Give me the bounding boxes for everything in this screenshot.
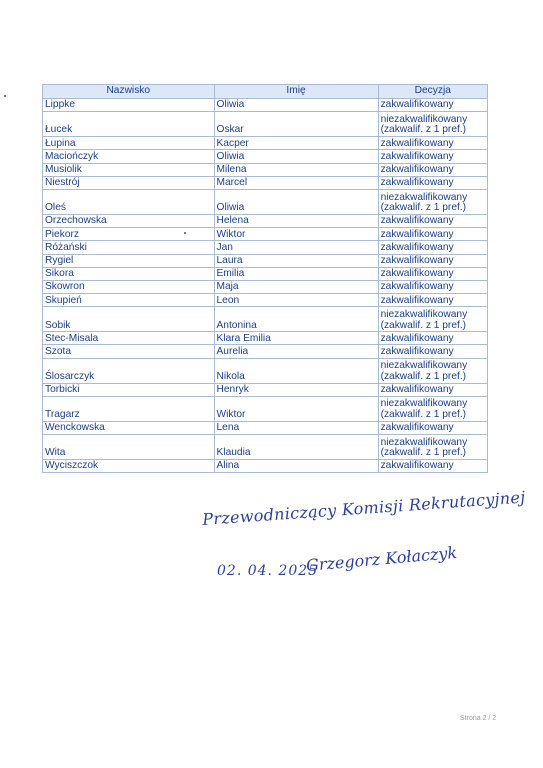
table-row (43, 332, 488, 345)
table-row (43, 358, 488, 383)
surname-cell: Torbicki (43, 383, 215, 396)
name-cell: Milena (214, 163, 378, 176)
decision-cell: zakwalifikowany (378, 137, 487, 150)
scan-speck (184, 232, 186, 234)
decision-cell: zakwalifikowany (378, 214, 487, 227)
table-row (43, 254, 488, 267)
surname-cell: Wita (43, 435, 215, 460)
name-cell: Wiktor (214, 396, 378, 421)
decision-cell: niezakwalifikowany (zakwalif. z 1 pref.) (378, 112, 487, 137)
header-decision: Decyzja (378, 85, 487, 99)
surname-cell: Łupina (43, 137, 215, 150)
table-body (43, 99, 488, 473)
table-row (43, 112, 488, 137)
decision-cell: zakwalifikowany (378, 228, 487, 241)
decision-cell: zakwalifikowany (378, 460, 487, 473)
name-cell: Oliwia (214, 189, 378, 214)
decision-cell: zakwalifikowany (378, 254, 487, 267)
surname-cell: Niestrój (43, 176, 215, 189)
table-row (43, 176, 488, 189)
signature-name: Grzegorz Kołaczyk (305, 542, 458, 575)
surname-cell: Ślosarczyk (43, 358, 215, 383)
table-row (43, 267, 488, 280)
name-cell: Oskar (214, 112, 378, 137)
surname-cell: Skowron (43, 280, 215, 293)
name-cell: Antonina (214, 307, 378, 332)
table-row (43, 228, 488, 241)
table-row (43, 460, 488, 473)
name-cell: Leon (214, 294, 378, 307)
name-cell: Emilia (214, 267, 378, 280)
name-cell: Henryk (214, 383, 378, 396)
name-cell: Aurelia (214, 345, 378, 358)
table-row (43, 307, 488, 332)
name-cell: Wiktor (214, 228, 378, 241)
signature-title: Przewodniczący Komisji Rekrutacyjnej (201, 487, 526, 529)
table-row (43, 280, 488, 293)
decision-cell: niezakwalifikowany (zakwalif. z 1 pref.) (378, 307, 487, 332)
name-cell: Kacper (214, 137, 378, 150)
table-row (43, 189, 488, 214)
table-row (43, 241, 488, 254)
decision-cell: niezakwalifikowany (zakwalif. z 1 pref.) (378, 358, 487, 383)
table-header-row (43, 85, 488, 99)
decision-cell: zakwalifikowany (378, 280, 487, 293)
table-row (43, 150, 488, 163)
decision-cell: zakwalifikowany (378, 267, 487, 280)
scan-speck (4, 95, 6, 97)
name-cell: Oliwia (214, 150, 378, 163)
surname-cell: Orzechowska (43, 214, 215, 227)
name-cell: Klara Emilia (214, 332, 378, 345)
table-row (43, 345, 488, 358)
surname-cell: Oleś (43, 189, 215, 214)
table-row (43, 383, 488, 396)
surname-cell: Różański (43, 241, 215, 254)
decision-cell: zakwalifikowany (378, 345, 487, 358)
name-cell: Jan (214, 241, 378, 254)
decision-cell: zakwalifikowany (378, 332, 487, 345)
name-cell: Klaudia (214, 435, 378, 460)
name-cell: Marcel (214, 176, 378, 189)
name-cell: Alina (214, 460, 378, 473)
surname-cell: Tragarz (43, 396, 215, 421)
signature-date: 02. 04. 2025 (217, 563, 319, 579)
name-cell: Oliwia (214, 99, 378, 112)
header-surname: Nazwisko (43, 85, 215, 99)
name-cell: Lena (214, 421, 378, 434)
surname-cell: Szota (43, 345, 215, 358)
surname-cell: Wyciszczok (43, 460, 215, 473)
surname-cell: Wenckowska (43, 421, 215, 434)
header-name: Imię (214, 85, 378, 99)
table-row (43, 214, 488, 227)
name-cell: Helena (214, 214, 378, 227)
decision-cell: zakwalifikowany (378, 383, 487, 396)
decision-cell: zakwalifikowany (378, 150, 487, 163)
results-table (42, 84, 488, 473)
table-row (43, 294, 488, 307)
table-row (43, 421, 488, 434)
surname-cell: Stec-Misala (43, 332, 215, 345)
table-row (43, 99, 488, 112)
surname-cell: Skupień (43, 294, 215, 307)
table-row (43, 163, 488, 176)
name-cell: Laura (214, 254, 378, 267)
surname-cell: Sikora (43, 267, 215, 280)
surname-cell: Łucek (43, 112, 215, 137)
surname-cell: Musiolik (43, 163, 215, 176)
decision-cell: niezakwalifikowany (zakwalif. z 1 pref.) (378, 189, 487, 214)
surname-cell: Sobik (43, 307, 215, 332)
name-cell: Nikola (214, 358, 378, 383)
decision-cell: niezakwalifikowany (zakwalif. z 1 pref.) (378, 396, 487, 421)
page-number: Strona 2 / 2 (460, 715, 497, 722)
decision-cell: niezakwalifikowany (zakwalif. z 1 pref.) (378, 435, 487, 460)
decision-cell: zakwalifikowany (378, 176, 487, 189)
surname-cell: Piekorz (43, 228, 215, 241)
surname-cell: Rygiel (43, 254, 215, 267)
decision-cell: zakwalifikowany (378, 241, 487, 254)
surname-cell: Maciończyk (43, 150, 215, 163)
table-row (43, 137, 488, 150)
name-cell: Maja (214, 280, 378, 293)
decision-cell: zakwalifikowany (378, 163, 487, 176)
decision-cell: zakwalifikowany (378, 421, 487, 434)
table-row (43, 396, 488, 421)
decision-cell: zakwalifikowany (378, 99, 487, 112)
surname-cell: Lippke (43, 99, 215, 112)
table-row (43, 435, 488, 460)
decision-cell: zakwalifikowany (378, 294, 487, 307)
